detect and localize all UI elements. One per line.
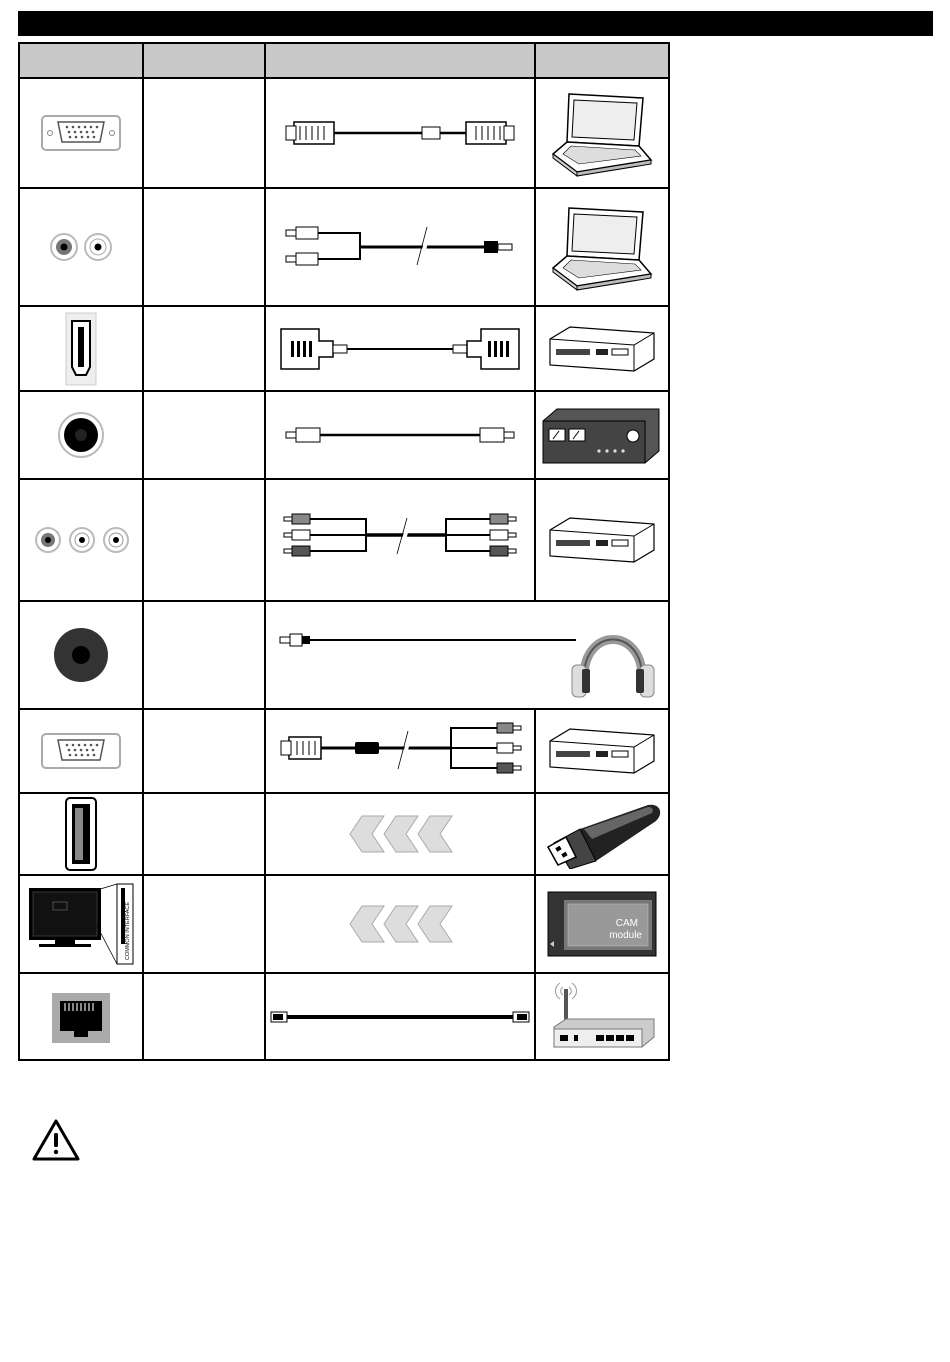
header-device [535, 43, 669, 78]
type-cell [143, 78, 265, 188]
table-row [19, 391, 669, 479]
laptop-icon [535, 188, 669, 306]
type-cell [143, 875, 265, 973]
hdmi-cable-icon [265, 306, 535, 391]
component-yuv-port-icon [19, 479, 143, 601]
table-row [19, 793, 669, 875]
header-connector [19, 43, 143, 78]
ci-slot-icon [19, 875, 143, 973]
headphone-jack-icon [19, 601, 143, 709]
connections-table [18, 42, 670, 1061]
insert-arrows-icon [265, 875, 535, 973]
component-cable-icon [265, 479, 535, 601]
type-cell [143, 479, 265, 601]
table-row [19, 78, 669, 188]
vga-cable-icon [265, 78, 535, 188]
usb-port-icon [19, 793, 143, 875]
type-cell [143, 793, 265, 875]
ci-slot-label: COMMON INTERFACE [125, 901, 131, 960]
audio-amplifier-icon [535, 391, 669, 479]
coaxial-cable-icon [265, 391, 535, 479]
hdmi-port-icon [19, 306, 143, 391]
rca-audio-in-port-icon [19, 188, 143, 306]
usb-stick-icon [535, 793, 669, 875]
type-cell [143, 601, 265, 709]
ethernet-port-icon [19, 973, 143, 1060]
laptop-icon [535, 78, 669, 188]
vga-port-icon [19, 78, 143, 188]
headphones-icon [572, 640, 654, 698]
table-row [19, 875, 669, 973]
insert-arrows-icon [265, 793, 535, 875]
table-row [19, 188, 669, 306]
media-player-icon [535, 479, 669, 601]
media-player-icon [535, 306, 669, 391]
table-row [19, 973, 669, 1060]
ethernet-cable-icon [265, 973, 535, 1060]
warning-triangle-icon [30, 1117, 82, 1168]
type-cell [143, 391, 265, 479]
side-av-port-icon [19, 709, 143, 793]
type-cell [143, 306, 265, 391]
headphone-cable-icon [265, 601, 669, 709]
type-cell [143, 188, 265, 306]
media-player-icon [535, 709, 669, 793]
table-row [19, 709, 669, 793]
cam-module-icon [535, 875, 669, 973]
spdif-coaxial-port-icon [19, 391, 143, 479]
header-type [143, 43, 265, 78]
cam-label: CAM [615, 918, 638, 929]
type-cell [143, 709, 265, 793]
module-label: module [609, 930, 642, 941]
title-bar [18, 11, 933, 36]
table-header-row [19, 43, 669, 78]
table-row [19, 479, 669, 601]
vga-to-rca-cable-icon [265, 709, 535, 793]
rca-to-minijack-cable-icon [265, 188, 535, 306]
table-row [19, 601, 669, 709]
wifi-router-icon [535, 973, 669, 1060]
table-row [19, 306, 669, 391]
type-cell [143, 973, 265, 1060]
header-cables [265, 43, 535, 78]
